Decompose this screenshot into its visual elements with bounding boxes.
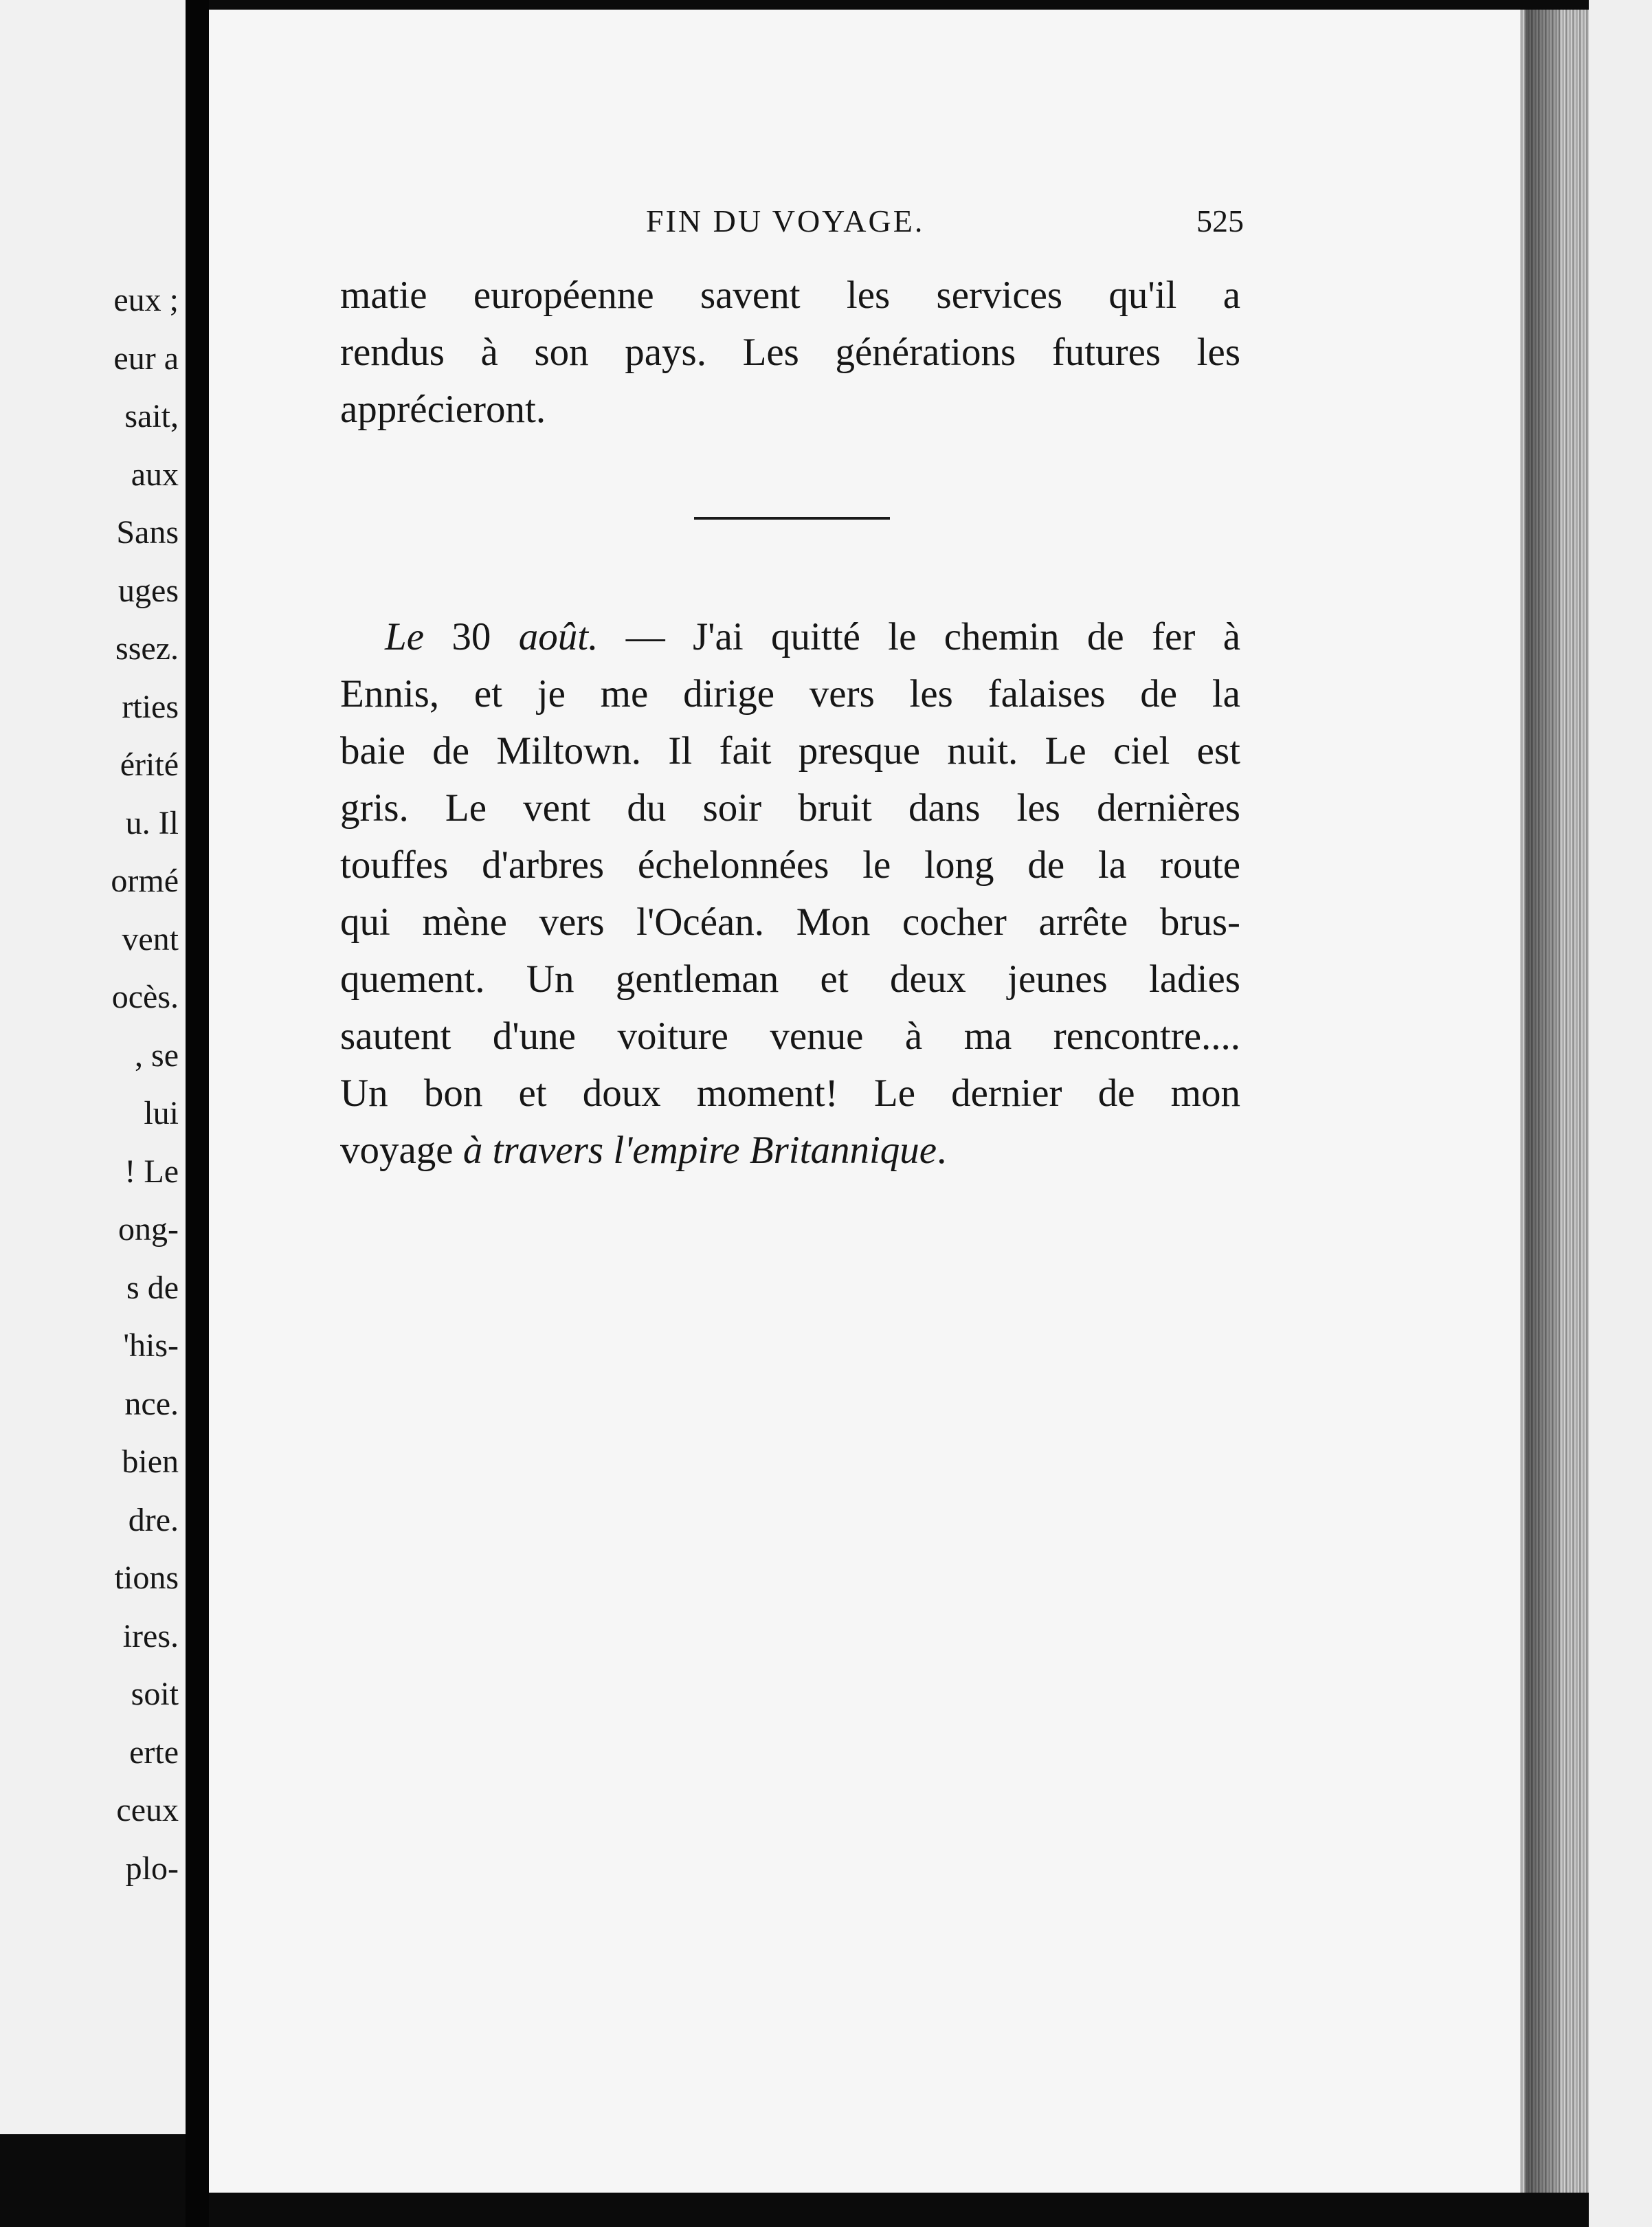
- text-line: Un bon et doux moment! Le dernier de mon: [340, 1072, 1240, 1115]
- paragraph-journal-entry: [340, 608, 1240, 1179]
- left-line: Sans: [116, 514, 179, 551]
- left-line: soit: [131, 1676, 179, 1712]
- text-line: sautent d'une voiture venue à ma rencontre....: [340, 1015, 1240, 1058]
- left-line: lui: [144, 1095, 179, 1131]
- previous-page-text: [0, 272, 179, 1898]
- left-line: sait,: [124, 398, 179, 434]
- left-line: érité: [120, 746, 179, 783]
- last-line-end: .: [937, 1129, 947, 1172]
- text-line: quement. Un gentleman et deux jeunes ladies: [340, 957, 1240, 1001]
- running-header: [337, 194, 1244, 249]
- text-line: Ennis, et je me dirige vers les falaises de la: [340, 672, 1240, 716]
- left-line: eur a: [113, 340, 179, 377]
- text-line: gris. Le vent du soir bruit dans les dernières: [340, 786, 1240, 830]
- date-prefix: Le: [385, 615, 424, 658]
- text-line: qui mène vers l'Océan. Mon cocher arrête brus-: [340, 900, 1240, 944]
- left-line: erte: [129, 1733, 179, 1771]
- text-line: [340, 1122, 1240, 1179]
- left-line: ceux: [116, 1792, 179, 1828]
- left-line: 'his-: [123, 1327, 179, 1364]
- section-separator-rule: [694, 517, 890, 520]
- left-line: tions: [114, 1560, 179, 1596]
- page-number: 525: [1196, 203, 1244, 239]
- left-line: ong-: [118, 1211, 179, 1248]
- paragraph-continuation: [340, 267, 1240, 438]
- left-line: bien: [122, 1443, 179, 1480]
- right-margin-strip: [1589, 0, 1652, 2227]
- left-line: ocès.: [111, 979, 179, 1015]
- date-day: 30: [451, 615, 491, 658]
- text-line: baie de Miltown. Il fait presque nuit. Le ciel est: [340, 729, 1240, 773]
- left-line: dre.: [128, 1501, 179, 1538]
- text-line: touffes d'arbres échelonnées le long de la route: [340, 843, 1240, 887]
- left-line: plo-: [125, 1850, 179, 1887]
- left-line: aux: [131, 456, 179, 493]
- left-line: rties: [122, 688, 179, 725]
- book-title-italic: à travers l'empire Britannique: [462, 1129, 937, 1172]
- running-title: FIN DU VOYAGE.: [646, 203, 925, 239]
- line-rest: — J'ai quitté le chemin de fer à: [625, 615, 1240, 658]
- left-line: ires.: [122, 1617, 179, 1654]
- last-line-start: voyage: [340, 1129, 454, 1172]
- left-line: ! Le: [124, 1153, 179, 1190]
- left-line: ssez.: [115, 630, 179, 667]
- left-line: , se: [135, 1037, 179, 1074]
- book-gutter: [186, 0, 209, 2227]
- text-line: rendus à son pays. Les générations futures les: [340, 331, 1240, 374]
- text-line: matie européenne savent les services qu'il a: [340, 274, 1240, 317]
- text-line: apprécieront.: [340, 388, 546, 431]
- left-line: uges: [118, 572, 179, 609]
- left-line: nce.: [124, 1385, 179, 1422]
- left-line: ormé: [111, 863, 179, 899]
- previous-page-fragment: [0, 0, 186, 2134]
- left-line: vent: [122, 920, 179, 957]
- left-line: s de: [126, 1269, 179, 1306]
- text-line: [340, 608, 1240, 665]
- left-line: u. Il: [125, 804, 179, 841]
- left-line: eux ;: [113, 282, 179, 318]
- date-month: août.: [518, 615, 599, 658]
- page-edge-shadow: [1526, 10, 1560, 2193]
